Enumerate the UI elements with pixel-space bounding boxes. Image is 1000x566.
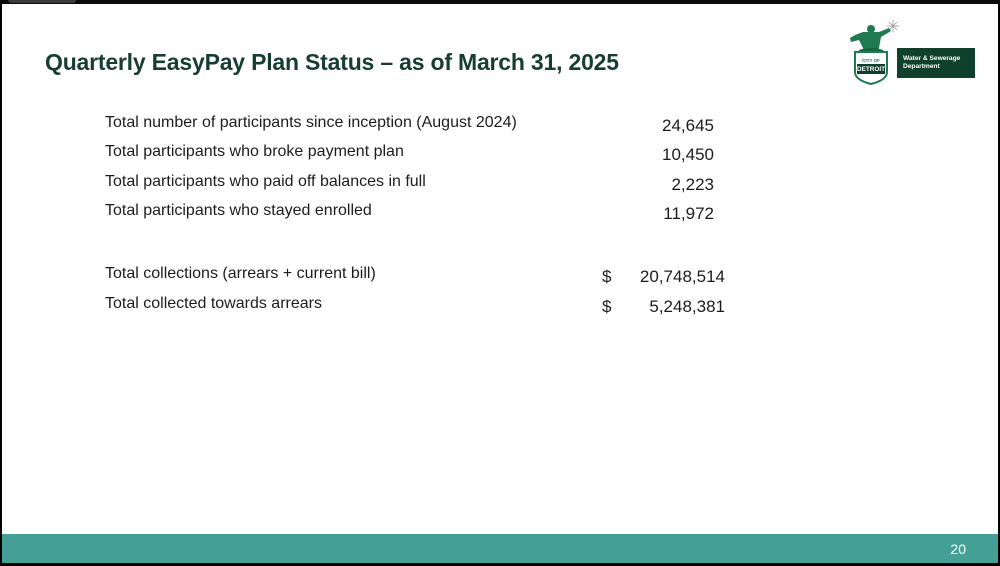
logo-line-1: Water & Sewerage [903,55,961,62]
stat-value: 20,748,514 [639,267,725,286]
dwsd-logo [845,18,975,90]
stat-row-stayed-enrolled [105,199,745,223]
stat-row-total-collections [105,262,745,286]
stat-value: 11,972 [663,204,714,223]
stat-label: Total number of participants since inception (August 2024) [105,114,517,131]
stat-row-total-participants [105,111,745,135]
stat-label: Total collected towards arrears [105,295,322,312]
stat-row-collected-arrears [105,292,745,316]
logo-line-2: Department [903,63,940,70]
slide-title: Quarterly EasyPay Plan Status – as of March 31, 2025 [45,49,619,75]
stat-label: Total participants who stayed enrolled [105,202,372,219]
presentation-slide [2,4,998,563]
currency-symbol: $ [602,297,612,316]
logo-badge-main: DETROIT [856,66,886,73]
stat-value: 5,248,381 [649,297,725,316]
slide-footer-bar [2,534,998,563]
spirit-of-detroit-icon [845,18,901,90]
stat-value: 2,223 [671,175,714,194]
stat-label: Total participants who broke payment plan [105,143,404,160]
stat-label: Total collections (arrears + current bill) [105,265,376,282]
stat-value: 10,450 [662,145,714,164]
currency-symbol: $ [602,267,612,286]
logo-department-text [903,55,960,71]
logo-badge-small: CITY OF [862,58,880,63]
stat-row-broke-plan [105,140,745,164]
window-tab-marker [8,0,76,3]
stat-value: 24,645 [662,116,714,135]
page-number: 20 [950,541,966,557]
stat-label: Total participants who paid off balances in full [105,173,426,190]
stat-row-paid-off [105,170,745,194]
